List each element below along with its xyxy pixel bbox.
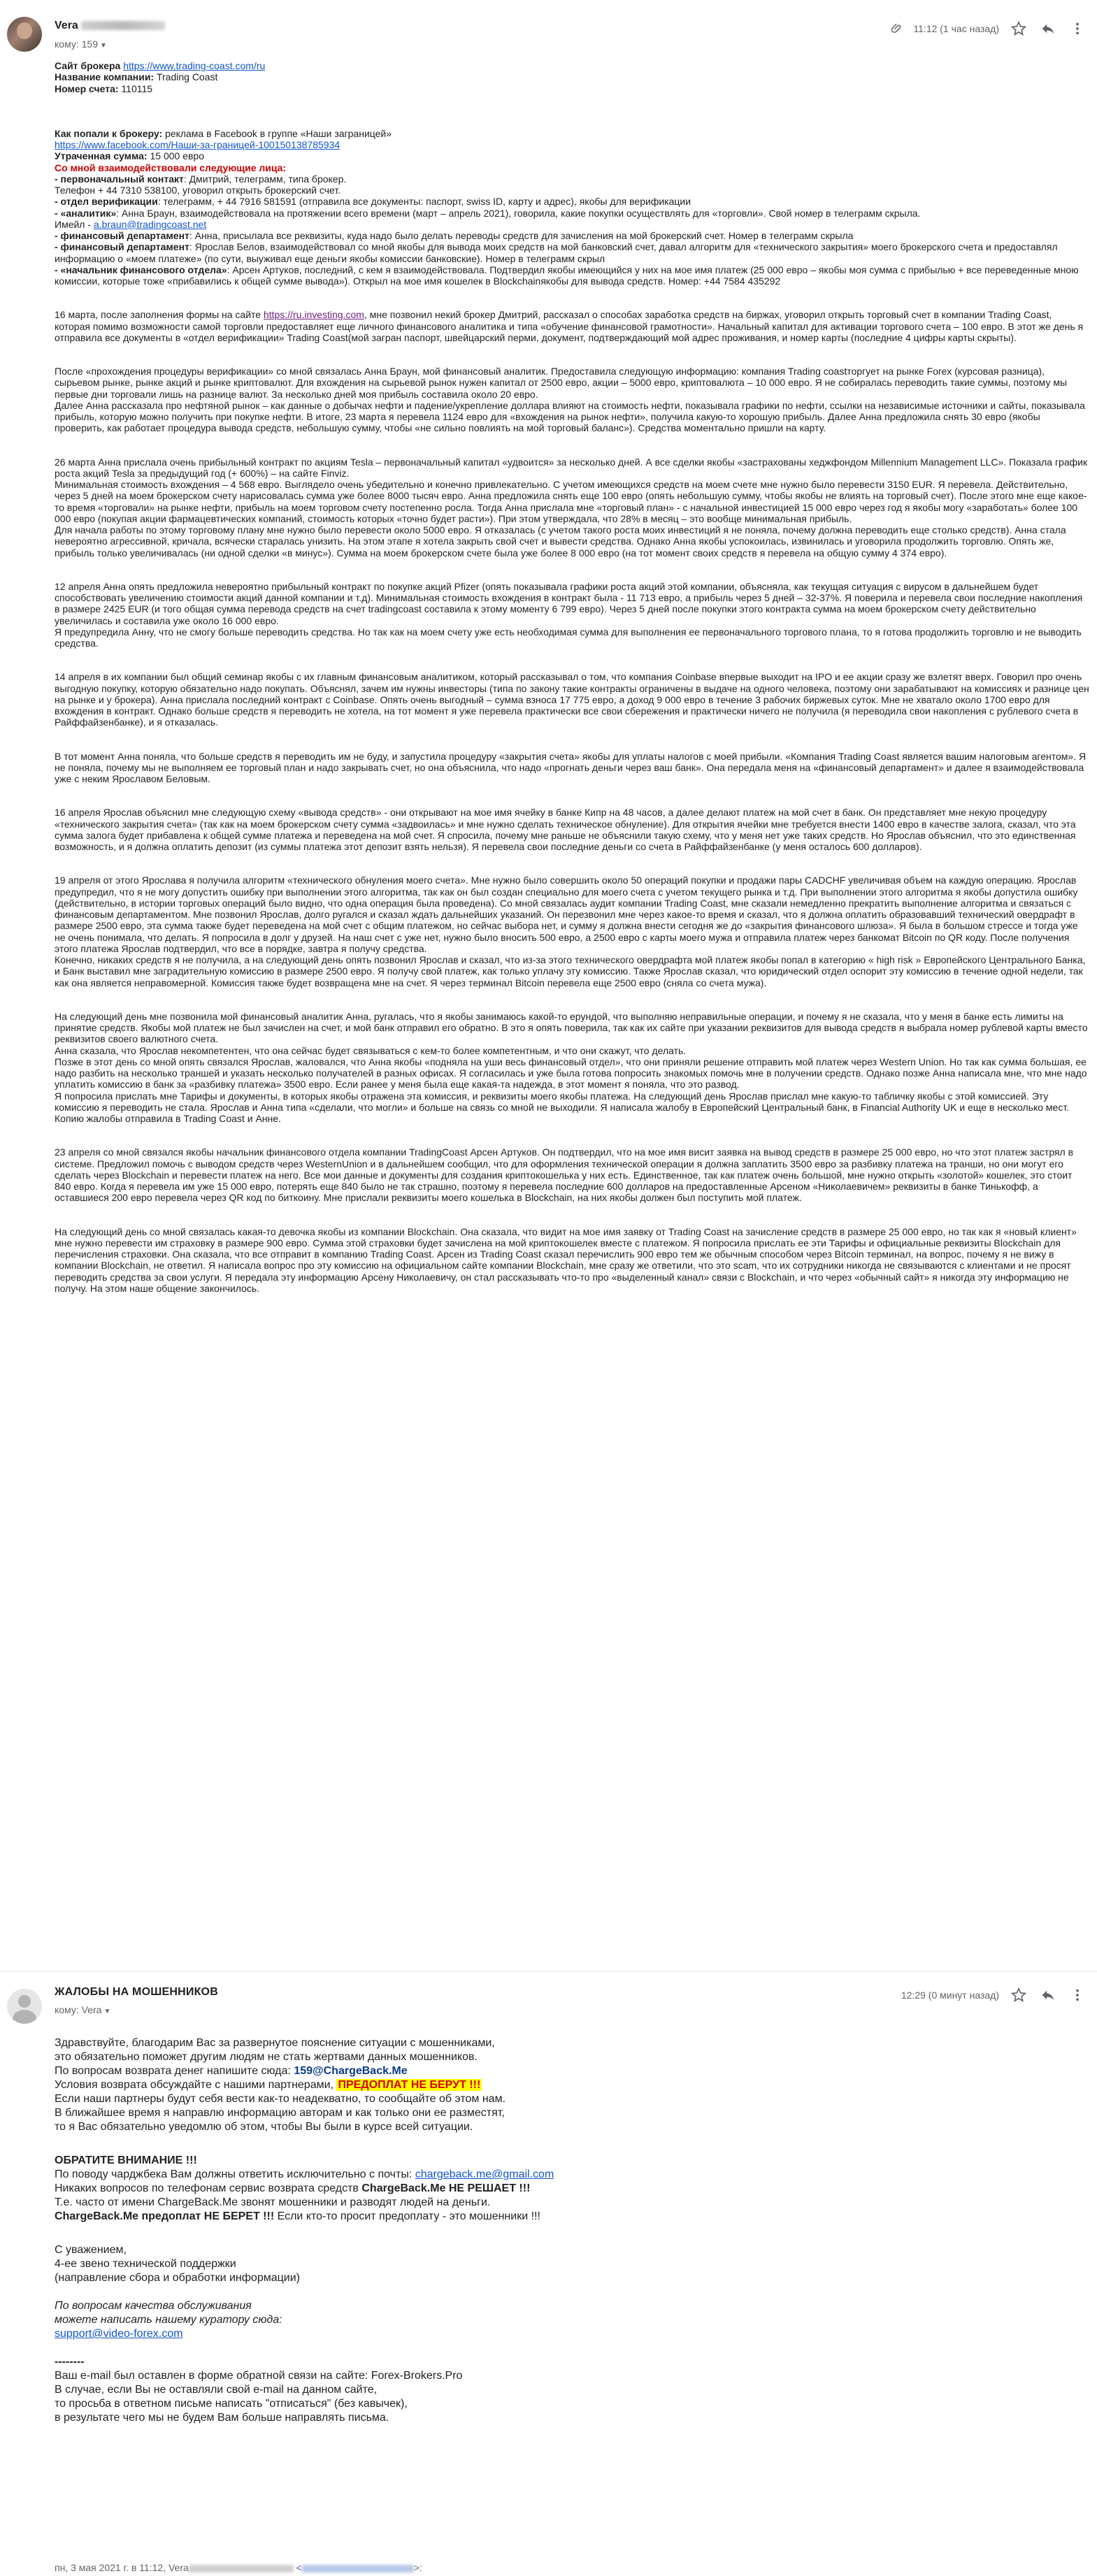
feedback-line: В случае, если Вы не оставляли свой e-mail на данном сайте, (55, 2384, 378, 2396)
recipient-details-icon[interactable]: ▼ (100, 42, 107, 50)
facebook-group-link[interactable]: https://www.facebook.com/Наши-за-границей-100150138785934 (55, 139, 340, 150)
header-actions (901, 1985, 1087, 2006)
lost-amount-line: Утраченная сумма: 15 000 евро (55, 150, 204, 162)
contact-line: - финансовый департамент: Ярослав Белов, взаимодействовал со мной якобы для вывода моих средств на мой банковский счет, давал алгоритм для «технического закрытия» моего брокерского счета и предоставлял информацию о «моем платеже» (по сути, выуживал еще деньги якобы комиссии банковские). Номер в телеграмм скрыл (55, 241, 1058, 264)
recipient-details-icon[interactable]: ▼ (103, 2008, 111, 2015)
redacted-surname (81, 21, 165, 30)
body-line: это обязательно поможет другим людям не стать жертвами данных мошенников. (55, 2051, 478, 2063)
facebook-link-line (55, 139, 1089, 150)
header-actions (891, 18, 1087, 39)
paperclip-icon (891, 22, 903, 35)
attention-prepay-line: ChargeBack.Me предоплат НЕ БЕРЕТ !!! Если кто-то просит предоплату - это мошенники !!! (55, 2210, 540, 2222)
message-header (0, 1972, 1097, 2042)
body-line: В ближайшее время я направлю информацию авторам и как только они ее разместят, (55, 2107, 505, 2119)
story-paragraph: После «прохождения процедуры верификации» со мной связалась Анна Браун, мой финансовый аналитик. Предоставила следующую информацию: компания Trading coastторгует на рынке Forex (курсовая разница), сырьевом рынке, рынке акций и рынке криптовалют. Для вхождения на сырьевой рынок нужен капитал от 2500 евро, акции – 5000 евро, криптовалюта – 10 000 евро. Я не собиралась переводить такие суммы, поэтому мы первые дни торговали лишь на разнице валют. За несколько дней моя прибыль составила около 20 евро. Далее Анна рассказала про нефтяной рынок – как данные о добычах нефти и падение/укрепление доллара влияют на стоимость нефти, показывала графики по нефти, ссылки на независимые источники и сайты, показывала прибыль, которую можно получить при покупке нефти. В итоге, 23 марта я перевела 1124 евро для «вхождения на рынок нефти», получила какую-то хорошую прибыль. Далее Анна предложила снять 30 евро (якобы проверить, как работает процедура вывода средств, небольшую сумму, чтобы «не сильно повлиять на мой торговый баланс»). Средства моментально пришли на карту. (55, 366, 1085, 434)
support-email-link[interactable]: support@video-forex.com (55, 2328, 183, 2340)
story-paragraph: 16 марта, после заполнения формы на сайте https://ru.investing.com, мне позвонил некий брокер Дмитрий, рассказал о способах заработка средств на биржах, уговорил открыть торговый счет в компании Trading Coast, которая помимо возможности самой торговли предоставляет еще личного финансового аналитика и типа «обучение финансовой грамотности». Начальный капитал для активации торгового счета – 100 евро. В этот же день я отправила все документы в «отдел верификации» Trading Coast(мой загран паспорт, швейцарский перми, документ, подтверждающий мой адрес проживания, и номер карты (последние 4 цифры карты скрыты). (55, 309, 1084, 343)
no-prepay-line: Условия возврата обсуждайте с нашими партнерами, ПРЕДОПЛАТ НЕ БЕРУТ !!! (55, 2079, 481, 2091)
account-number-line: Номер счета: 110115 (55, 82, 153, 94)
story-paragraph: 14 апреля в их компании был общий семинар якобы с их главным финансовым аналитиком, который рассказывал о том, что компания Coinbase впервые выходит на IPO и ее акции сразу же взлетят вверх. Говорил про очень выгодную покупку, которую обязательно надо покупать. Объяснял, зачем им нужны инвесторы (типа по закону такие контракты ограничены в выдаче на одного человека, поэтому они зарабатывают на комиссиях и разнице цен на рынке и у брокера). Анна прислала последний контракт с Coinbase. Опять очень выгодный – сумма взноса 17 775 евро, а доход 9 000 евро в течение 3 рабочих биржевых суток. Мне не хватало около 1700 евро для вхождения в контракт. Однако больше средств я переводить не хотела, на тот момент я уже перевела практически все свои сбережения и практически ничего не получила (я переводила свои накопления с рублевого счета в Райффайзенбанке), и я отказалась. (55, 671, 1089, 728)
recipient-line[interactable] (55, 2004, 110, 2015)
broker-site-link[interactable]: https://www.trading-coast.com/ru (123, 60, 266, 71)
contact-line: - первоначальный контакт: Дмитрий, телеграмм, типа брокер. (55, 173, 347, 185)
refund-email[interactable]: 159@ChargeBack.Me (294, 2065, 408, 2077)
body-line: Здравствуйте, благодарим Вас за развернутое пояснение ситуации с мошенниками, (55, 2037, 495, 2049)
quoted-reply-header: пн, 3 мая 2021 г. в 11:12, Vera < >: (55, 2562, 422, 2573)
story-paragraph: На следующий день со мной связалась какая-то девочка якобы из компании Blockchain. Она сказала, что видит на мое имя заявку от Trading Coast на зачисление средств в размере 25 000 евро, но так как я «новый клиент» мне нужно перевести им страховку в размере 900 евро. Сумма этой страховки будет зачислена на мой криптокошелек вместе с платежом. Я попросила прислать ее эти Тарифы и официальные реквизиты Blockchain для перечисления страховки. Она сказала, что все отправит в компанию Trading Coast. Арсен из Trading Coast сказал перечислить 900 евро тем же обычным способом через Bitcoin терминал, на вопрос, почему я не вижу в компании Blockchain, не ответил. Я написала вопрос про эту комиссию на официальном сайте компании Blockchain, мне сразу же ответили, что это scam, что их сотрудники никогда не связываются с клиентами и не просят переводить средства за свои услуги. Я передала эту информацию Арсену Николаевичу, он стал рассказывать что-то про «выделенный канал» связи с Blockchain, и что через «обычный сайт» я никогда эту информацию не получу. На этом наше общение закончилось. (55, 1225, 1077, 1294)
reply-icon[interactable] (1038, 19, 1058, 38)
attention-title: ОБРАТИТЕ ВНИМАНИЕ !!! (55, 2154, 197, 2166)
story-paragraph: На следующий день мне позвонила мой финансовый аналитик Анна, ругалась, что я якобы занимаюсь какой-то ерундой, что выполняю неправильные операции, и почему я не сказала, что у меня в банке есть лимиты на принятие средств. Якобы мой платеж не был зачислен на счет, и мой банк отправил его обратно. В это я опять поверила, так как их сайте при указании реквизитов для вывода средств я выбрала номер рублевой карты вместо реквизитов своего валютного счета. Анна сказала, что Ярослав некомпетентен, что она сейчас будет связываться с кем-то более компетентным, и что они скажут, что делать. Позже в этот день со мной опять связался Ярослав, жаловался, что Анна якобы «подняла на уши весь финансовый отдел», что они приняли решение отправить мой платеж через Western Union. Но так как сумма большая, ее надо разбить на несколько траншей и указать несколько получателей в разных офисах. Я согласилась и уже была готова попросить знакомых помочь мне в получении средств. Однако позже Анна написала мне, что мне надо уплатить комиссию в банк за «разбивку платежа» 3500 евро. Если ранее у меня была еще какая-та надежда, в этот момент я поняла, что это развод. Я попросила прислать мне Тарифы и документы, в которых якобы отражена эта комиссия, и реквизиты моего якобы платежа. На следующий день Ярослав прислал мне какую-то табличку якобы с этой комиссией. Эту комиссию я переводить не стала. Ярослав и Анна типа «сделали, что могли» и больше на связь со мной не выходили. Я написала жалобу в Европейский Центральный банк, в Financial Authority UK и еще в несколько мест. Копию жалобы отправила в Trading Coast и Анне. (55, 1010, 1088, 1124)
sender-name[interactable] (55, 20, 165, 32)
story-paragraph: 19 апреля от этого Ярослава я получила алгоритм «технического обнуления моего счета». Мне нужно было совершить около 50 операций покупки и продажи пары CADCHF увеличивая объем на каждую операцию. Ярослав предупредил, что я не могу допустить ошибку при выполнении этого алгоритма, так как он был создан специально для моего счета с учетом текущего рынка и т.д. При выполнении этого алгоритма я якобы допустила ошибку (действительно, в истории торговых операций было видно, что одна операция была проведена). Со мной связалась аудит компании Trading Coast, мне сказали немедленно прекратить выполнение алгоритма и связаться с финансовым департаментом. Мне позвонил Ярослав, долго ругался и сказал ждать дальнейших указаний. Он перезвонил мне через какое-то время и сказал, что я должна оплатить образовавший технический овердрафт в размере 2500 евро, эта сумма также будет переведена на мой счет с общим платежом, но сейчас выбора нет, и сумму я должна внести сегодня же до «закрытия финансового шлюза». Я была в большом стрессе и тогда уже не очень понимала, что делать. Я попросила в долг у друзей. На наш счет с уже нет, нужно было вносить 500 евро, а 2500 евро с карты моего мужа и отправила платеж через банкомат Bitcoin по QR коду. После получения этого платежа Ярослав подтвердил, что все в порядке, завтра я получу средства. Конечно, никаких средств я не получила, а на следующий день опять позвонил Ярослав и сказал, что из-за этого технического овердрафта мой платеж якобы попал в категорию « high risk » Европейского Центрального Банка, и Банк выставил мне заградительную комиссию в размере 2500 евро. Я получу свой платеж, как только уплачу эту комиссию. Также Ярослав сказал, что юридический отдел оспорит эту комиссию в течение одной недели, так как она является неправомерной. Комиссия также будет возвращена мне на счет. Я через терминал Bitcoin перевела еще 2500 евро (сняла со счета мужа). (55, 875, 1086, 988)
email-message-2 (0, 1972, 1097, 2576)
contacts-list (55, 173, 1089, 287)
broker-site-line: Сайт брокера https://www.trading-coast.com/ru (55, 60, 266, 71)
story-paragraphs (55, 309, 1089, 1316)
how-found-line: Как попали к брокеру: реклама в Facebook в группе «Наши заграницей» (55, 127, 392, 139)
recipient-text: кому: Vera (55, 2004, 102, 2015)
recipient-line[interactable] (55, 38, 107, 50)
sender-name-text: Vera (55, 20, 78, 31)
story-paragraph: В тот момент Анна поняла, что больше средств я переводить им не буду, и запустила процедуру «закрытия счета» якобы для уплаты налогов с моей прибыли. «Компания Trading Coast является вашим налоговым агентом». Я не поняла, почему мы не выполняем ее торговый план и надо закрывать счет, но она объяснила, что надо «прогнать деньги через ваш банк». Она передала меня на «финансовый департамент» и далее я взаимодействовала уже с неким Ярославом Беловым. (55, 750, 1087, 784)
contact-line: - отдел верификации: телеграмм, + 44 7916 581591 (отправила все документы: паспорт, swiss ID, карту и адрес), якобы для верификации (55, 196, 691, 208)
contact-line: - финансовый департамент: Анна, присылала все реквизиты, куда надо было делать переводы средств для зачисления на мой брокерский счет. Номер в телеграмм скрыла (55, 230, 854, 241)
contact-line: Телефон + 44 7310 538100, уговорил открыть брокерский счет. (55, 185, 341, 196)
more-vert-icon[interactable] (1068, 1985, 1087, 2005)
quality-line: можете написать нашему куратору сюда: (55, 2314, 282, 2326)
attention-email-line: По поводу чарджбека Вам должны ответить исключительно с почты: chargeback.me@gmail.com (55, 2168, 554, 2180)
story-paragraph: 16 апреля Ярослав объяснил мне следующую схему «вывода средств» - они открывают на мое имя ячейку в банке Кипр на 48 часов, а далее делают платеж на мой счет в банк. Он представляет мне некую процедуру «технического закрытия счета» (так как на моем брокерском счету сумма «задвоилась» и мне нужно сделать техническое обнуление). Для открытия ячейки мне требуется внести 1400 евро в качестве залога, сказал, что эта сумма залога будет прибавлена к общей сумме платежа и переведена на мой счет. Я спросила, почему мне раньше не объяснили такую схему, что у меня нет уже таких средств. Но Ярослав объяснил, что это единственная возможность, и я должна оплатить депозит (из суммы платежа этот депозит взять нельзя). Я перевела свои последние деньги со счета в Райффайзенбанке (у меня осталось 600 долларов). (55, 807, 1076, 852)
attention-phone-line: Никаких вопросов по телефонам сервис возврата средств ChargeBack.Me НЕ РЕШАЕТ !!! (55, 2182, 531, 2194)
signature-line: С уважением, (55, 2244, 127, 2256)
redacted-email (302, 2565, 414, 2573)
message-timestamp: 11:12 (1 час назад) (913, 23, 999, 34)
feedback-line: то просьба в ответном письме написать "отписаться" (без кавычек), (55, 2398, 408, 2410)
chargeback-email-link[interactable]: chargeback.me@gmail.com (415, 2168, 554, 2180)
no-prepayment-warning: ПРЕДОПЛАТ НЕ БЕРУТ !!! (338, 2079, 481, 2091)
sender-avatar[interactable] (7, 1989, 42, 2024)
message-timestamp: 12:29 (0 минут назад) (901, 1989, 999, 2001)
contact-line: - «аналитик»: Анна Браун, взаимодействовала на протяжении всего времени (март – апрель 2021), говорила, какие покупки осуществлять для «торговли». Свой номер в телеграмм скрыла. (55, 207, 921, 219)
message-body (55, 2036, 754, 2425)
message-body (55, 60, 1089, 1316)
body-line: Т.е. часто от имени ChargeBack.Me звонят мошенники и разводят людей на деньги. (55, 2196, 491, 2208)
body-line: Если наши партнеры будут себя вести как-то неадекватно, то сообщайте об этом нам. (55, 2093, 506, 2105)
more-vert-icon[interactable] (1068, 19, 1087, 38)
quality-line: По вопросам качества обслуживания (55, 2300, 252, 2312)
feedback-line: Ваш e-mail был оставлен в форме обратной связи на сайте: Forex-Brokers.Pro (55, 2370, 463, 2382)
investing-site-link[interactable]: https://ru.investing.com (263, 309, 364, 321)
signature-line: 4-ее звено технической поддержки (55, 2258, 236, 2270)
body-line: то я Вас обязательно уведомлю об этом, чтобы Вы были в курсе всей ситуации. (55, 2121, 473, 2133)
star-icon[interactable] (1009, 19, 1028, 38)
company-name-line: Название компании: Trading Coast (55, 71, 218, 83)
contact-line: Имейл - a.braun@tradingcoast.net (55, 218, 207, 230)
sender-avatar[interactable] (7, 17, 42, 52)
reply-icon[interactable] (1038, 1985, 1058, 2005)
message-header (0, 0, 1097, 70)
story-paragraph: 23 апреля со мной связался якобы начальник финансового отдела компании TradingCoast Арсен Артуков. Он подтвердил, что на мое имя висит заявка на вывод средств в размере 25 000 евро, но что этот платеж застрял в системе. Предложил помочь с выводом средств через WesternUnion и в дальнейшем сообщил, что для оформления технической операции я должна заплатить 3500 евро за разбивку платежа на транши, но они могут его сделать через Blockchain и перевести платеж на него. Все мои данные и документы для создания криптокошелька у них есть. Единственное, так как платеж очень большой, мне нужно открыть «золотой» кошелек, это стоит 840 евро. Когда я перевела им уже 15 000 евро, потерять еще 840 было не так страшно, поэтому я перевела последние 600 долларов на предоставленные Арсеном «Николаевичем» реквизиты в банке Тинькофф, а оставшиеся 200 евро перевела через QR код по биткоину. Мне прислали реквизиты моего кошелька в Blockchain, на них якобы должен был поступить мой платеж. (55, 1146, 1074, 1204)
star-icon[interactable] (1009, 1985, 1028, 2005)
sender-name[interactable]: ЖАЛОБЫ НА МОШЕННИКОВ (55, 1986, 218, 1998)
redacted-name (189, 2565, 294, 2573)
story-paragraph: 26 марта Анна прислала очень прибыльный контракт по акциям Tesla – первоначальный капитал «удвоится» за несколько дней. А все сделки якобы «застрахованы хеджфондом Millennium Management LLC». Показала график роста акций Tesla за предыдущий год (+ 600%) – на сайте Finviz. Минимальная стоимость вхождения – 4 568 евро. Выглядело очень убедительно и конечно привлекательно. С учетом имеющихся средств на моем счете мне нужно было перевести 3150 EUR. Я перевела. Действительно, через 5 дней на моем брокерском счету нарисовалась сумма уже более 8000 тысяч евро. Анна предложила снять еще 100 евро (опять небольшую сумму, чтобы якобы не влиять на торговый счет). После этого мне еще какое-то время «торговали» на рынке нефти, прибыль на моем торговом счету постепенно росла. Тогда Анна прислала мне «торговый план» - с начальной инвестицией 15 000 евро через год я якобы могу «заработать» более 100 000 евро (покупая акции фармацевтических компаний, стоимость которых «точно будет расти»). При этом утверждала, что 28% в месяц – это вообще минимальная прибыль. Для начала работы по этому торговому плану мне нужно было перевести около 5000 евро. Я отказалась (с учетом такого роста моих инвестиций я не поняла, почему должна переводить еще столько средств). Анна стала невероятно агрессивной, кричала, всячески старалась унизить. На этом этапе я хотела закрыть свой счет и вывести средства. Однако Анна якобы успокоилась, извинилась и уговорила продолжить торговлю. Опять же, прибыль только увеличивалась (ни одной сделки «в минус»). Сумма на моем брокерском счете была уже более 8 000 евро (на тот момент своих средств я перевела на общую сумму 4 374 евро). (55, 456, 1088, 559)
feedback-line: в результате чего мы не будем Вам больше направлять письма. (55, 2412, 389, 2424)
separator: -------- (55, 2356, 85, 2368)
refund-contact-line: По вопросам возврата денег напишите сюда: 159@ChargeBack.Me (55, 2065, 408, 2077)
contact-email-link[interactable]: a.braun@tradingcoast.net (93, 218, 207, 230)
contacts-title: Со мной взаимодействовали следующие лица: (55, 161, 287, 173)
signature-line: (направление сбора и обработки информации) (55, 2272, 300, 2284)
story-paragraph: 12 апреля Анна опять предложила невероятно прибыльный контракт по покупке акций Pfizer (опять показывала графики роста акций этой компании, объясняла, как текущая ситуация с вирусом в дальнейшем будет способствовать увеличению стоимости акций данной компании и т.д). Минимальная стоимость вхождения в контракт была - 11 713 евро, а прибыль через 5 дней – 32-37%. Я поверила и перевела свои последние накопления в размере 2425 EUR (и того общая сумма перевода средств на счет tradingcoast составила к этому моменту 6 799 евро). Через 5 дней после покупки этого контракта сумма на моем брокерском счету действительно увеличилась и составила уже около 16 000 евро. Я предупредила Анну, что не смогу больше переводить средства. Но так как на моем счету уже есть необходимая сумма для выполнения ее первоначального торгового плана, то я готова продолжить торговлю и не выводить средства. (55, 580, 1083, 649)
contact-line: - «начальник финансового отдела»: Арсен Артуков, последний, с кем я взаимодействовала. Подтвердил якобы имеющийся у них на мое имя платеж (25 000 евро – якобы моя сумма с прибылью + все переведенные мною комиссии, которые тоже «прибавились к общей сумме вывода»). Открыл на мое имя кошелек в Blockchainякобы для вывода средств. Номер: +44 7584 435292 (55, 264, 1079, 287)
recipient-text: кому: 159 (55, 38, 98, 50)
